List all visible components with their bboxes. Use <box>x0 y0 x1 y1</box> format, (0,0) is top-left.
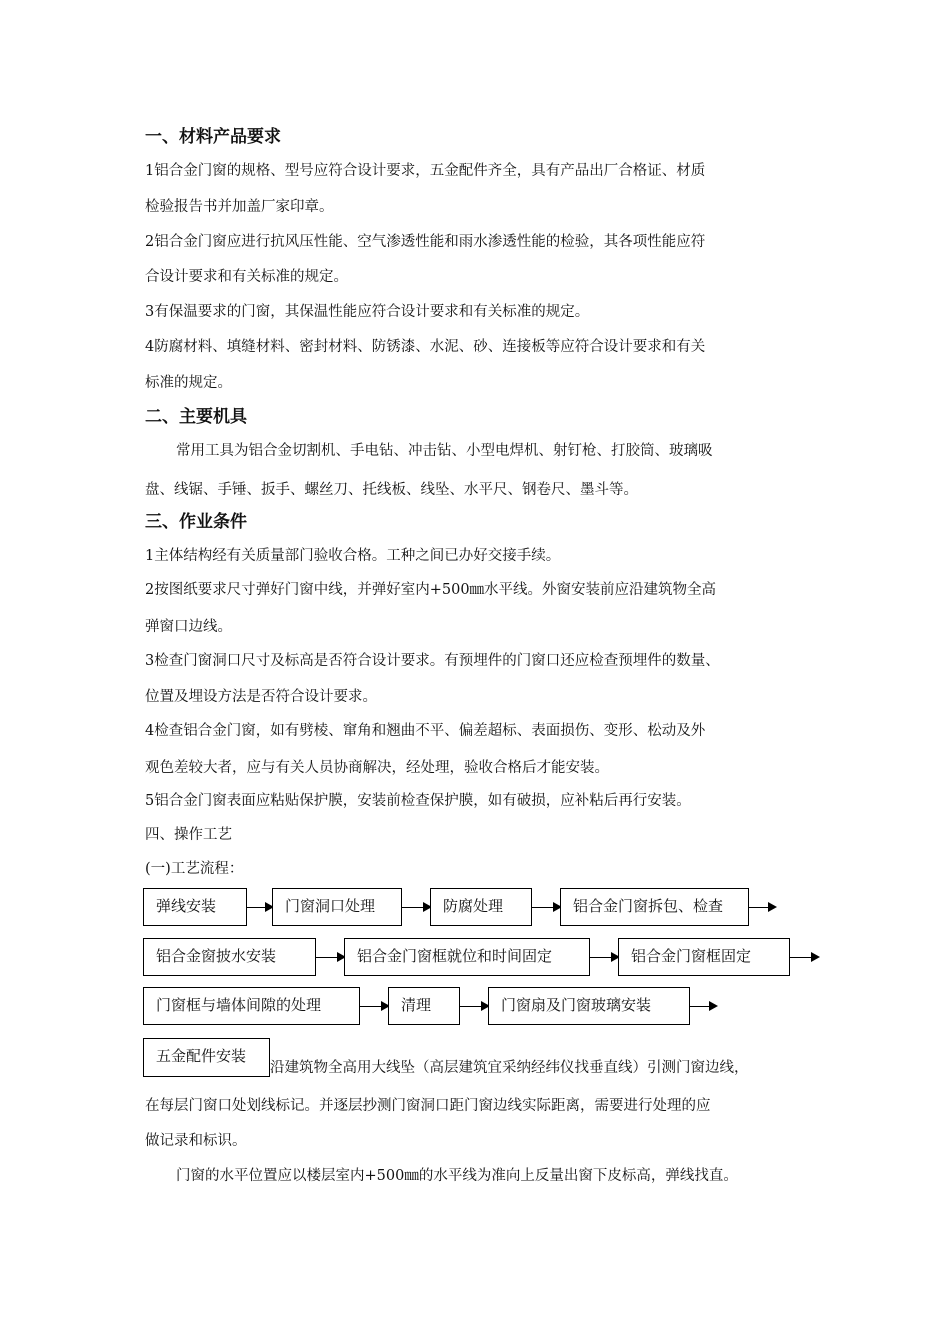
paragraph: 3检查门窗洞口尺寸及标高是否符合设计要求。有预埋件的门窗口还应检查预埋件的数量、 <box>145 653 720 669</box>
paragraph: 标准的规定。 <box>145 375 232 391</box>
paragraph: 做记录和标识。 <box>145 1133 247 1149</box>
flow-arrow <box>590 957 618 958</box>
flow-step-6: 铝合金门窗框就位和时间固定 <box>344 938 590 976</box>
paragraph: 4防腐材料、填缝材料、密封材料、防锈漆、水泥、砂、连接板等应符合设计要求和有关 <box>145 339 706 355</box>
paragraph: 3有保温要求的门窗，其保温性能应符合设计要求和有关标准的规定。 <box>145 304 590 320</box>
section-4-heading: 四、操作工艺 <box>145 827 232 843</box>
paragraph: 盘、线锯、手锤、扳手、螺丝刀、托线板、线坠、水平尺、钢卷尺、墨斗等。 <box>145 482 638 498</box>
paragraph: 位置及埋设方法是否符合设计要求。 <box>145 689 377 705</box>
paragraph: 观色差较大者，应与有关人员协商解决，经处理，验收合格后才能安装。 <box>145 760 609 776</box>
paragraph: 1主体结构经有关质量部门验收合格。工种之间已办好交接手续。 <box>145 548 561 564</box>
paragraph: 常用工具为铝合金切割机、手电钻、冲击钻、小型电焊机、射钉枪、打胶筒、玻璃吸 <box>176 443 713 459</box>
subheading: (一)工艺流程： <box>145 861 244 877</box>
flow-step-2: 门窗洞口处理 <box>272 888 402 926</box>
flow-arrow <box>360 1006 388 1007</box>
paragraph: 在每层门窗口处划线标记。并逐层抄测门窗洞口距门窗边线实际距离，需要进行处理的应 <box>145 1098 711 1114</box>
flow-step-7: 铝合金门窗框固定 <box>618 938 790 976</box>
paragraph: 检验报告书并加盖厂家印章。 <box>145 199 334 215</box>
paragraph: 弹窗口边线。 <box>145 619 232 635</box>
flow-step-8: 门窗框与墙体间隙的处理 <box>143 987 360 1025</box>
paragraph: 5铝合金门窗表面应粘贴保护膜，安装前检查保护膜，如有破损，应补粘后再行安装。 <box>145 793 691 809</box>
flow-arrow <box>247 907 272 908</box>
section-1-heading: 一、材料产品要求 <box>145 127 281 147</box>
flow-arrow <box>460 1006 488 1007</box>
paragraph: 沿建筑物全高用大线坠（高层建筑宜采纳经纬仪找垂直线）引测门窗边线， <box>270 1060 749 1076</box>
flow-arrow <box>690 1006 716 1007</box>
flow-step-3: 防腐处理 <box>430 888 532 926</box>
paragraph: 合设计要求和有关标准的规定。 <box>145 269 348 285</box>
section-3-heading: 三、作业条件 <box>145 512 247 532</box>
paragraph: 1铝合金门窗的规格、型号应符合设计要求，五金配件齐全，具有产品出厂合格证、材质 <box>145 163 706 179</box>
paragraph: 2按图纸要求尺寸弹好门窗中线，并弹好室内+500㎜水平线。外窗安装前应沿建筑物全高 <box>145 582 717 598</box>
flow-step-5: 铝合金窗披水安装 <box>143 938 316 976</box>
flow-arrow <box>316 957 344 958</box>
paragraph: 门窗的水平位置应以楼层室内+500㎜的水平线为准向上反量出窗下皮标高，弹线找直。 <box>176 1168 738 1184</box>
paragraph: 2铝合金门窗应进行抗风压性能、空气渗透性能和雨水渗透性能的检验，其各项性能应符 <box>145 234 706 250</box>
flow-step-11: 五金配件安装 <box>143 1038 270 1077</box>
flow-arrow <box>790 957 818 958</box>
flow-arrow <box>749 907 775 908</box>
flow-step-1: 弹线安装 <box>143 888 247 926</box>
paragraph: 4检查铝合金门窗，如有劈棱、窜角和翘曲不平、偏差超标、表面损伤、变形、松动及外 <box>145 723 706 739</box>
flow-step-4: 铝合金门窗拆包、检查 <box>560 888 749 926</box>
flow-arrow <box>532 907 560 908</box>
flow-step-10: 门窗扇及门窗玻璃安装 <box>488 987 690 1025</box>
flow-arrow <box>402 907 430 908</box>
flow-step-9: 清理 <box>388 987 460 1025</box>
section-2-heading: 二、主要机具 <box>145 407 247 427</box>
